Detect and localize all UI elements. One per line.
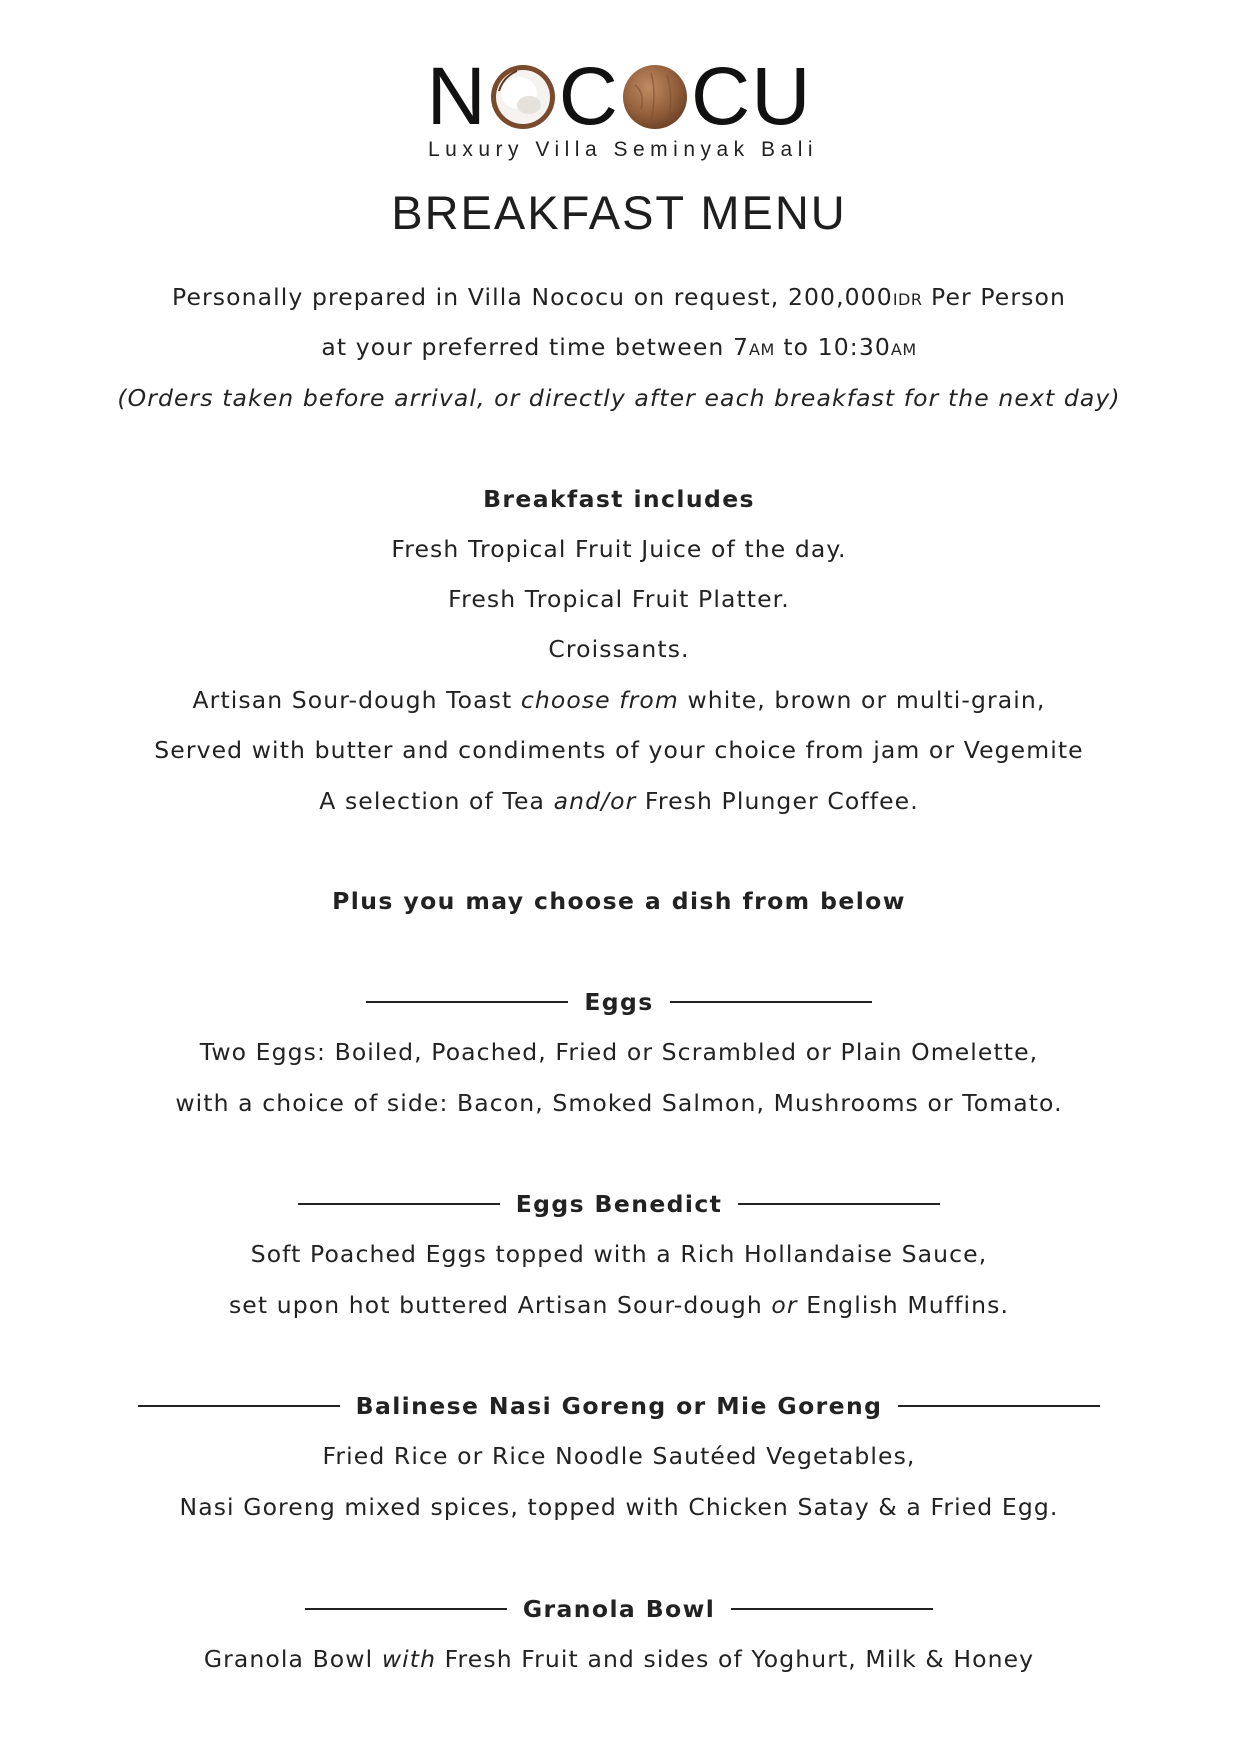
includes-item-fruit-platter: Fresh Tropical Fruit Platter.	[448, 585, 790, 613]
includes-heading: Breakfast includes	[483, 485, 755, 513]
tea-text: A selection of Tea	[319, 787, 554, 815]
open-coconut-icon	[489, 63, 557, 131]
divider-right	[731, 1608, 933, 1610]
section-nasi-goreng-title: Balinese Nasi Goreng or Mie Goreng	[355, 1392, 883, 1420]
section-granola-title: Granola Bowl	[522, 1595, 716, 1623]
intro-time-mid: to 10:30	[774, 333, 891, 361]
eggs-line-2: with a choice of side: Bacon, Smoked Salmon, Mushrooms or Tomato.	[175, 1089, 1063, 1117]
divider-right	[670, 1001, 872, 1003]
divider-left	[366, 1001, 568, 1003]
choose-dish-heading: Plus you may choose a dish from below	[332, 887, 906, 915]
section-granola-header	[0, 1592, 1238, 1626]
divider-right	[738, 1203, 940, 1205]
divider-left	[305, 1608, 507, 1610]
includes-item-condiments: Served with butter and condiments of your choice from jam or Vegemite	[154, 736, 1084, 764]
granola-line-1	[0, 1642, 1238, 1676]
logo-letter-c: C	[558, 51, 619, 142]
intro-price-text: Personally prepared in Villa Nococu on request, 200,000	[172, 283, 893, 311]
nasi-line-2: Nasi Goreng mixed spices, topped with Chicken Satay & a Fried Egg.	[179, 1493, 1059, 1521]
toast-options: white, brown or multi-grain,	[678, 686, 1046, 714]
section-benedict-title: Eggs Benedict	[515, 1190, 723, 1218]
section-eggs-title: Eggs	[584, 988, 654, 1016]
section-eggs-header	[0, 985, 1238, 1019]
intro-time-text: at your preferred time between 7	[321, 333, 750, 361]
divider-left	[138, 1405, 340, 1407]
toast-text: Artisan Sour-dough Toast	[192, 686, 521, 714]
time-am-2: AM	[890, 340, 917, 359]
intro-time-line	[0, 330, 1238, 367]
granola-with: with	[381, 1645, 437, 1673]
benedict-or: or	[771, 1291, 798, 1319]
nasi-line-1: Fried Rice or Rice Noodle Sautéed Vegetables,	[322, 1442, 916, 1470]
benedict-line-1: Soft Poached Eggs topped with a Rich Hollandaise Sauce,	[250, 1240, 988, 1268]
granola-sides: Fresh Fruit and sides of Yoghurt, Milk & Honey	[436, 1645, 1035, 1673]
logo-wordmark	[426, 51, 812, 142]
logo	[0, 51, 1238, 162]
granola-text: Granola Bowl	[203, 1645, 382, 1673]
includes-item-toast	[0, 683, 1238, 717]
eggs-line-1: Two Eggs: Boiled, Poached, Fried or Scrambled or Plain Omelette,	[199, 1038, 1039, 1066]
intro-orders-note: (Orders taken before arrival, or directly after each breakfast for the next day)	[117, 384, 1121, 412]
divider-right	[898, 1405, 1100, 1407]
benedict-text: set upon hot buttered Artisan Sour-dough	[228, 1291, 772, 1319]
intro-price-suffix: Per Person	[922, 283, 1066, 311]
section-benedict-header	[0, 1187, 1238, 1221]
currency-label: IDR	[892, 290, 923, 309]
includes-item-juice: Fresh Tropical Fruit Juice of the day.	[391, 535, 847, 563]
divider-left	[298, 1203, 500, 1205]
section-nasi-goreng-header	[0, 1389, 1238, 1423]
tea-and-or: and/or	[553, 787, 637, 815]
coffee-text: Fresh Plunger Coffee.	[636, 787, 919, 815]
coconut-icon	[621, 63, 689, 131]
logo-letters-cu: CU	[691, 51, 812, 142]
benedict-muffins: English Muffins.	[797, 1291, 1010, 1319]
intro-price-line	[0, 280, 1238, 317]
time-am-1: AM	[749, 340, 775, 359]
includes-item-croissants: Croissants.	[548, 635, 690, 663]
benedict-line-2	[0, 1288, 1238, 1322]
logo-tagline: Luxury Villa Seminyak Bali	[427, 138, 819, 161]
includes-item-tea-coffee	[0, 784, 1238, 818]
page-title: BREAKFAST MENU	[391, 186, 847, 239]
logo-letter-n: N	[426, 51, 487, 142]
toast-choose-from: choose from	[520, 686, 679, 714]
